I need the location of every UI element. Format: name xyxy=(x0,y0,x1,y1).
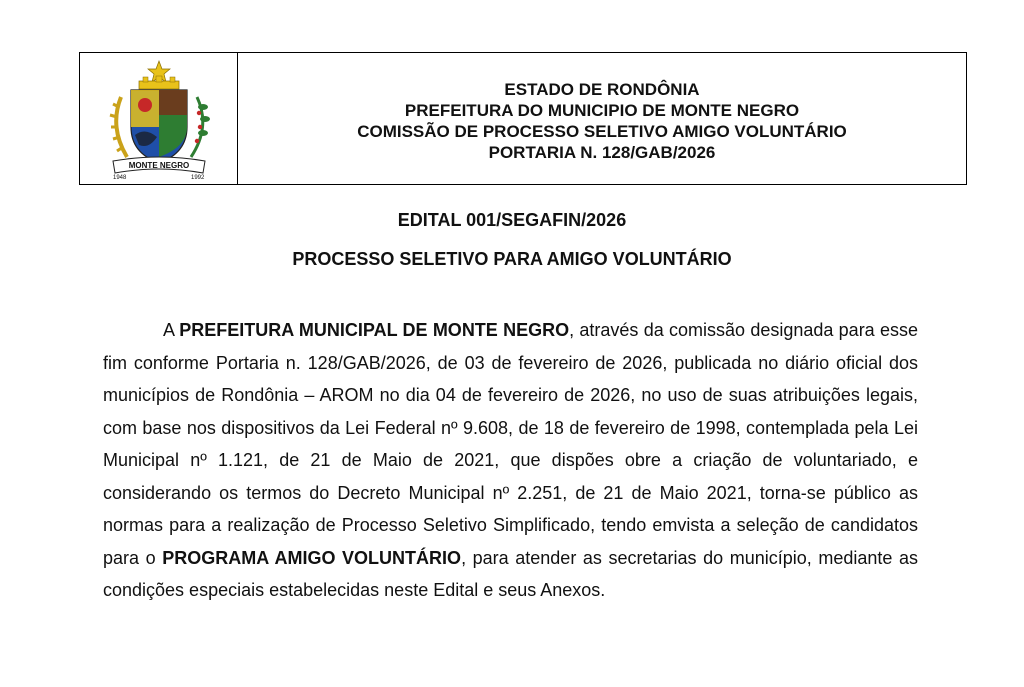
header-commission: COMISSÃO DE PROCESSO SELETIVO AMIGO VOLUNTÁRIO xyxy=(357,121,847,141)
body-paragraph xyxy=(103,314,918,607)
paragraph-bold-prefeitura: PREFEITURA MUNICIPAL DE MONTE NEGRO xyxy=(179,320,570,340)
municipal-seal-logo xyxy=(99,57,219,181)
header-state: ESTADO DE RONDÔNIA xyxy=(504,79,700,99)
header-ordinance: PORTARIA N. 128/GAB/2026 xyxy=(488,142,716,162)
header-prefecture: PREFEITURA DO MUNICIPIO DE MONTE NEGRO xyxy=(404,100,800,120)
edital-title: EDITAL 001/SEGAFIN/2026 xyxy=(397,210,627,230)
logo-cell xyxy=(80,53,238,184)
paragraph-text-3: , para atender as secretarias do município, mediante as condições especiais estabelecidas neste Edital e seus Anexos. xyxy=(103,547,919,600)
paragraph-text-1: A xyxy=(163,320,180,340)
process-title: PROCESSO SELETIVO PARA AMIGO VOLUNTÁRIO xyxy=(292,249,732,269)
seal-ribbon-text: MONTE NEGRO xyxy=(128,160,189,170)
seal-year-right: 1992 xyxy=(190,174,204,181)
paragraph-bold-programa: PROGRAMA AMIGO VOLUNTÁRIO xyxy=(162,547,462,568)
paragraph-text-2: , através da comissão designada para esse fim conforme Portaria n. 128/GAB/2026, de 03 de fevereiro de 2026, publicada no diário oficial dos municípios de Rondônia – AROM no dia 04 de fevereiro de 2026, no uso de suas atribuições legais, com base nos dispositivos da Lei Federal nº 9.608, de 18 de fevereiro de 1998, contemplada pela Lei Municipal nº 1.121, de 21 de Maio de 2021, que dispões obre a criação de voluntariado, e considerando os termos do Decreto Municipal nº 2.251, de 21 de Maio 2021, torna-se público as normas para a realização de Processo Seletivo Simplificado, tendo emvista a seleção de candidatos para o xyxy=(103,320,918,568)
seal-year-left: 1948 xyxy=(112,174,126,181)
header-text xyxy=(238,53,966,184)
header-box xyxy=(79,52,967,185)
